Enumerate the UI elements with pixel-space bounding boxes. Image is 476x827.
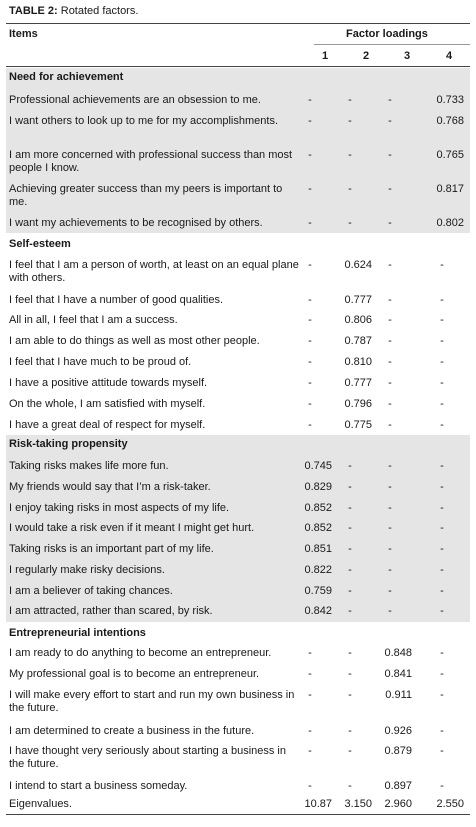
factor-loadings-header: Factor loadings: [346, 28, 428, 40]
eigenvalue-2: 3.150: [344, 798, 372, 810]
table-section: [6, 235, 470, 433]
loading-factor-4: -: [440, 668, 444, 680]
row-item-text: I have a great deal of respect for myself.: [9, 419, 206, 431]
row-item-text: All in all, I feel that I am a success.: [9, 314, 178, 326]
loading-factor-1: -: [308, 398, 312, 410]
loading-factor-3: -: [388, 294, 392, 306]
bottom-rule: [6, 814, 470, 815]
row-item-text: I would take a risk even if it meant I might get hurt.: [9, 522, 255, 534]
loading-factor-2: -: [348, 149, 352, 161]
caption-text: Rotated factors.: [60, 5, 139, 17]
loading-factor-4: -: [440, 419, 444, 431]
section-title: Self-esteem: [9, 238, 71, 250]
row-item-text: My friends would say that I’m a risk-taker.: [9, 481, 211, 493]
loading-factor-3: -: [388, 502, 392, 514]
loading-factor-3: 0.841: [384, 668, 412, 680]
row-item-text: Taking risks makes life more fun.: [9, 460, 169, 472]
factor-header-rule: [314, 44, 470, 45]
table-row: [6, 92, 470, 112]
loading-factor-4: -: [440, 460, 444, 472]
row-item-text: I have a positive attitude towards myself.: [9, 377, 208, 389]
loading-factor-4: -: [440, 780, 444, 792]
loading-factor-1: -: [308, 725, 312, 737]
eigenvalues-row: [6, 796, 470, 812]
loading-factor-1: -: [308, 183, 312, 195]
table-row: [6, 666, 470, 686]
loading-factor-4: -: [440, 522, 444, 534]
row-item-text: I am more concerned with professional success than most people I know.: [9, 149, 293, 174]
loading-factor-1: 0.759: [304, 585, 332, 597]
top-rule: [6, 23, 470, 24]
table-row: [6, 375, 470, 395]
row-item-text: I have thought very seriously about starting a business in the future.: [9, 745, 286, 770]
row-item-text: I am determined to create a business in the future.: [9, 725, 255, 737]
caption-label: TABLE 2:: [9, 5, 58, 17]
loading-factor-2: 0.796: [344, 398, 372, 410]
loading-factor-4: -: [440, 725, 444, 737]
loading-factor-2: 0.775: [344, 419, 372, 431]
loading-factor-1: 0.852: [304, 502, 332, 514]
loading-factor-3: -: [388, 94, 392, 106]
loading-factor-3: -: [388, 522, 392, 534]
loading-factor-4: 0.733: [436, 94, 464, 106]
section-title: Entrepreneurial intentions: [9, 627, 146, 639]
loading-factor-4: 0.817: [436, 183, 464, 195]
loading-factor-1: 0.851: [304, 543, 332, 555]
row-item-text: I feel that I have much to be proud of.: [9, 356, 192, 368]
loading-factor-1: -: [308, 780, 312, 792]
row-item-text: I feel that I have a number of good qualities.: [9, 294, 224, 306]
loading-factor-1: -: [308, 419, 312, 431]
loading-factor-3: -: [388, 356, 392, 368]
loading-factor-3: -: [388, 605, 392, 617]
loading-factor-4: -: [440, 605, 444, 617]
row-item-text: I want my achievements to be recognised by others.: [9, 217, 263, 229]
loading-factor-3: -: [388, 259, 392, 271]
table-row: [6, 645, 470, 665]
loading-factor-2: -: [348, 725, 352, 737]
loading-factor-4: 0.765: [436, 149, 464, 161]
loading-factor-1: -: [308, 259, 312, 271]
row-item-text: I enjoy taking risks in most aspects of my life.: [9, 502, 230, 514]
table-row: [6, 603, 470, 621]
eigenvalues-label: Eigenvalues.: [9, 798, 72, 810]
loading-factor-3: 0.848: [384, 647, 412, 659]
table-row: [6, 417, 470, 435]
loading-factor-1: -: [308, 356, 312, 368]
table-row: [6, 181, 470, 214]
loading-factor-1: 0.829: [304, 481, 332, 493]
loading-factor-2: 0.624: [344, 259, 372, 271]
loading-factor-2: 0.787: [344, 335, 372, 347]
table-section: [6, 624, 470, 794]
loading-factor-2: -: [348, 564, 352, 576]
row-item-text: Taking risks is an important part of my life.: [9, 543, 214, 555]
table-row: [6, 778, 470, 796]
loading-factor-3: -: [388, 543, 392, 555]
row-item-text: I intend to start a business someday.: [9, 780, 188, 792]
table-row: [6, 723, 470, 743]
loading-factor-4: -: [440, 398, 444, 410]
table-caption: [9, 5, 138, 17]
loading-factor-2: -: [348, 647, 352, 659]
table-row: [6, 541, 470, 561]
loading-factor-1: -: [308, 377, 312, 389]
loading-factor-4: -: [440, 481, 444, 493]
factor-3-header: 3: [404, 50, 411, 62]
table-row: [6, 479, 470, 499]
loading-factor-2: -: [348, 780, 352, 792]
loading-factor-3: -: [388, 149, 392, 161]
loading-factor-3: 0.879: [384, 745, 412, 757]
loading-factor-4: 0.768: [436, 115, 464, 127]
row-item-text: I want others to look up to me for my accomplishments.: [9, 115, 279, 127]
loading-factor-2: -: [348, 585, 352, 597]
loading-factor-2: -: [348, 689, 352, 701]
row-item-text: I am attracted, rather than scared, by risk.: [9, 605, 213, 617]
loading-factor-2: -: [348, 745, 352, 757]
table-row: [6, 687, 470, 720]
section-title: Need for achievement: [9, 71, 124, 83]
loading-factor-1: -: [308, 294, 312, 306]
loading-factor-3: -: [388, 564, 392, 576]
loading-factor-2: -: [348, 94, 352, 106]
loading-factor-3: -: [388, 398, 392, 410]
row-item-text: Achieving greater success than my peers is important to me.: [9, 183, 283, 208]
table-row: [6, 562, 470, 582]
table-row: [6, 458, 470, 478]
loading-factor-3: -: [388, 335, 392, 347]
loading-factor-2: -: [348, 605, 352, 617]
loading-factor-3: 0.926: [384, 725, 412, 737]
loading-factor-2: 0.777: [344, 294, 372, 306]
loading-factor-4: -: [440, 377, 444, 389]
loading-factor-3: -: [388, 115, 392, 127]
loading-factor-3: -: [388, 314, 392, 326]
loading-factor-3: -: [388, 217, 392, 229]
table-row: [6, 257, 470, 290]
loading-factor-4: -: [440, 564, 444, 576]
row-item-text: I regularly make risky decisions.: [9, 564, 165, 576]
loading-factor-1: -: [308, 647, 312, 659]
loading-factor-1: -: [308, 689, 312, 701]
loading-factor-1: -: [308, 115, 312, 127]
loading-factor-1: -: [308, 217, 312, 229]
loading-factor-1: -: [308, 668, 312, 680]
loading-factor-4: -: [440, 647, 444, 659]
table-row: [6, 354, 470, 374]
loading-factor-2: 0.777: [344, 377, 372, 389]
loading-factor-2: 0.810: [344, 356, 372, 368]
table-row: [6, 113, 470, 146]
loading-factor-3: -: [388, 481, 392, 493]
items-header: Items: [9, 28, 38, 40]
factor-4-header: 4: [446, 50, 453, 62]
loading-factor-2: 0.806: [344, 314, 372, 326]
table-row: [6, 520, 470, 540]
row-item-text: On the whole, I am satisfied with myself.: [9, 398, 206, 410]
table-row: [6, 500, 470, 520]
row-item-text: My professional goal is to become an entrepreneur.: [9, 668, 260, 680]
loading-factor-1: -: [308, 335, 312, 347]
loading-factor-2: -: [348, 502, 352, 514]
row-item-text: I feel that I am a person of worth, at least on an equal plane with others.: [9, 259, 299, 284]
table-row: [6, 396, 470, 416]
loading-factor-3: -: [388, 460, 392, 472]
loading-factor-4: -: [440, 356, 444, 368]
table-row: [6, 147, 470, 180]
row-item-text: I am ready to do anything to become an entrepreneur.: [9, 647, 272, 659]
loading-factor-4: -: [440, 335, 444, 347]
eigenvalue-3: 2.960: [384, 798, 412, 810]
factor-1-header: 1: [322, 50, 329, 62]
loading-factor-1: -: [308, 314, 312, 326]
table-row: [6, 215, 470, 233]
loading-factor-4: -: [440, 543, 444, 555]
loading-factor-3: -: [388, 419, 392, 431]
eigenvalue-4: 2.550: [436, 798, 464, 810]
table-row: [6, 292, 470, 312]
loading-factor-1: -: [308, 94, 312, 106]
row-item-text: I am a believer of taking chances.: [9, 585, 173, 597]
loading-factor-1: -: [308, 149, 312, 161]
table-section: [6, 68, 470, 233]
loading-factor-2: -: [348, 522, 352, 534]
factor-2-header: 2: [363, 50, 370, 62]
table-section: [6, 435, 470, 622]
header-rule: [6, 66, 470, 67]
table-row: [6, 743, 470, 776]
loading-factor-2: -: [348, 543, 352, 555]
loading-factor-2: -: [348, 183, 352, 195]
section-title: Risk-taking propensity: [9, 438, 128, 450]
loading-factor-3: -: [388, 377, 392, 389]
loading-factor-1: -: [308, 745, 312, 757]
loading-factor-4: -: [440, 294, 444, 306]
loading-factor-4: -: [440, 314, 444, 326]
loading-factor-4: -: [440, 259, 444, 271]
loading-factor-1: 0.745: [304, 460, 332, 472]
loading-factor-2: -: [348, 460, 352, 472]
table-row: [6, 333, 470, 353]
loading-factor-1: 0.822: [304, 564, 332, 576]
loading-factor-4: 0.802: [436, 217, 464, 229]
loading-factor-3: 0.897: [384, 780, 412, 792]
row-item-text: I am able to do things as well as most other people.: [9, 335, 260, 347]
loading-factor-4: -: [440, 502, 444, 514]
eigenvalue-1: 10.87: [304, 798, 332, 810]
table-row: [6, 312, 470, 332]
loading-factor-3: -: [388, 183, 392, 195]
loading-factor-1: 0.842: [304, 605, 332, 617]
loading-factor-1: 0.852: [304, 522, 332, 534]
loading-factor-2: -: [348, 668, 352, 680]
loading-factor-4: -: [440, 585, 444, 597]
loading-factor-3: -: [388, 585, 392, 597]
loading-factor-3: 0.911: [385, 689, 412, 701]
row-item-text: Professional achievements are an obsession to me.: [9, 94, 261, 106]
table-row: [6, 583, 470, 603]
loading-factor-4: -: [440, 689, 444, 701]
loading-factor-2: -: [348, 217, 352, 229]
row-item-text: I will make every effort to start and run my own business in the future.: [9, 689, 295, 714]
loading-factor-2: -: [348, 481, 352, 493]
loading-factor-2: -: [348, 115, 352, 127]
loading-factor-4: -: [440, 745, 444, 757]
